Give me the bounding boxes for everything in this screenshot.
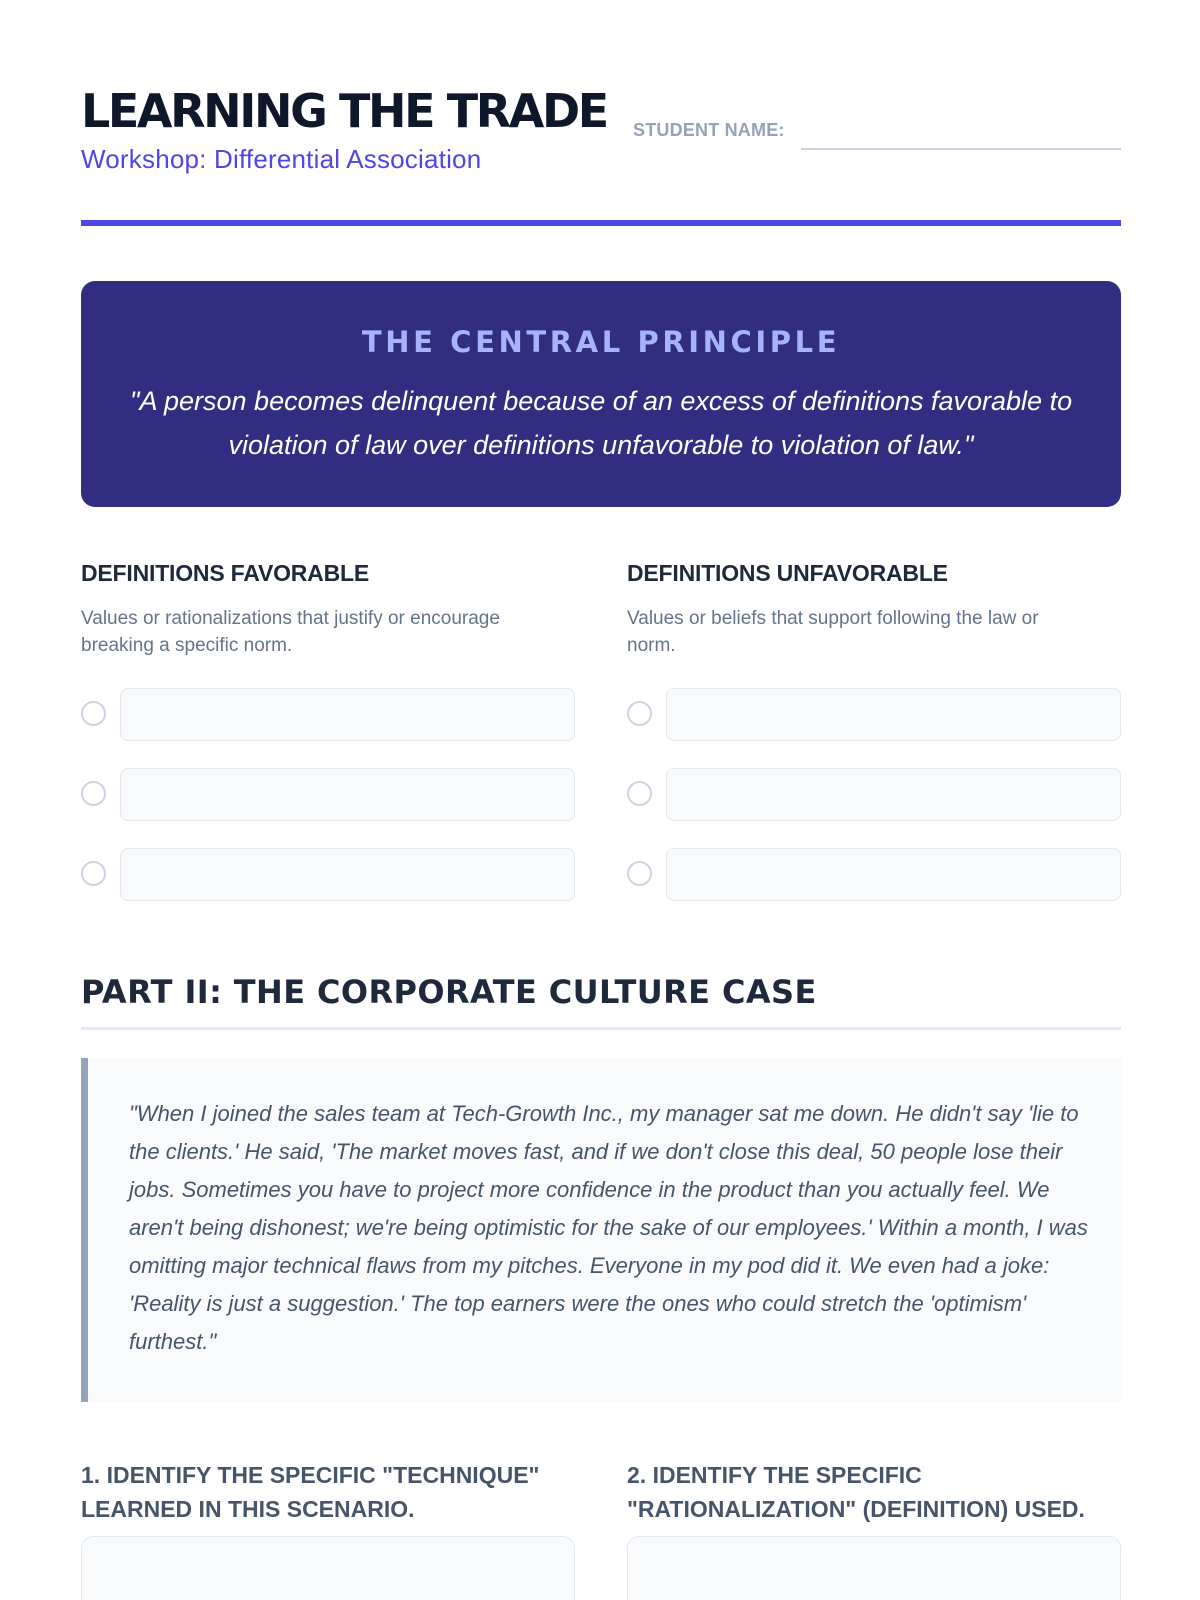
favorable-entry-row bbox=[81, 768, 575, 821]
unfavorable-radio[interactable] bbox=[627, 861, 652, 886]
definitions-favorable-column bbox=[81, 560, 575, 659]
favorable-entry-row bbox=[81, 848, 575, 901]
favorable-radio[interactable] bbox=[81, 861, 106, 886]
case-study-text: "When I joined the sales team at Tech-Growth Inc., my manager sat me down. He didn't say 'lie to the clients.' He said, 'The market moves fast, and if we don't close this deal, 50 people lose their jobs. Sometimes you have to project more confidence in the product than you actually feel. We aren't being dishonest; we're being optimistic for the sake of our employees.' Within a month, I was omitting major technical flaws from my pitches. Everyone in my pod did it. We even had a joke: 'Reality is just a suggestion.' The top earners were the ones who could stretch the 'optimism' furthest." bbox=[129, 1101, 1088, 1354]
page-title: LEARNING THE TRADE bbox=[81, 84, 607, 138]
part-two-divider bbox=[81, 1027, 1121, 1030]
question-one bbox=[81, 1458, 575, 1526]
student-name-field[interactable] bbox=[801, 148, 1121, 150]
unfavorable-input[interactable] bbox=[666, 688, 1121, 741]
case-study-quote bbox=[81, 1058, 1121, 1402]
unfavorable-heading: DEFINITIONS UNFAVORABLE bbox=[627, 560, 948, 586]
principle-title: THE CENTRAL PRINCIPLE bbox=[361, 325, 841, 359]
unfavorable-input[interactable] bbox=[666, 848, 1121, 901]
page-subtitle: Workshop: Differential Association bbox=[81, 144, 482, 174]
unfavorable-entry-row bbox=[627, 688, 1121, 741]
unfavorable-radio[interactable] bbox=[627, 701, 652, 726]
unfavorable-entry-row bbox=[627, 848, 1121, 901]
favorable-radio[interactable] bbox=[81, 781, 106, 806]
favorable-heading: DEFINITIONS FAVORABLE bbox=[81, 560, 369, 586]
part-two-title: PART II: THE CORPORATE CULTURE CASE bbox=[81, 973, 817, 1011]
question-one-label: 1. IDENTIFY THE SPECIFIC "TECHNIQUE" LEARNED IN THIS SCENARIO. bbox=[81, 1462, 540, 1522]
question-two bbox=[627, 1458, 1121, 1526]
favorable-entry-row bbox=[81, 688, 575, 741]
favorable-input[interactable] bbox=[120, 768, 575, 821]
header-divider bbox=[81, 220, 1121, 226]
question-one-answer-box[interactable] bbox=[81, 1536, 575, 1600]
question-two-label: 2. IDENTIFY THE SPECIFIC "RATIONALIZATION" (DEFINITION) USED. bbox=[627, 1462, 1085, 1522]
student-name-label: STUDENT NAME: bbox=[633, 120, 785, 140]
unfavorable-entry-row bbox=[627, 768, 1121, 821]
central-principle-card bbox=[81, 281, 1121, 507]
favorable-description: Values or rationalizations that justify or encourage breaking a specific norm. bbox=[81, 608, 500, 656]
question-two-answer-box[interactable] bbox=[627, 1536, 1121, 1600]
favorable-input[interactable] bbox=[120, 848, 575, 901]
unfavorable-description: Values or beliefs that support following the law or norm. bbox=[627, 608, 1039, 656]
unfavorable-input[interactable] bbox=[666, 768, 1121, 821]
principle-quote: "A person becomes delinquent because of an excess of definitions favorable to violation of law over definitions unfavorable to violation of law." bbox=[129, 386, 1073, 460]
definitions-unfavorable-column bbox=[627, 560, 1121, 659]
unfavorable-radio[interactable] bbox=[627, 781, 652, 806]
favorable-radio[interactable] bbox=[81, 701, 106, 726]
favorable-input[interactable] bbox=[120, 688, 575, 741]
worksheet-header bbox=[81, 80, 1121, 180]
